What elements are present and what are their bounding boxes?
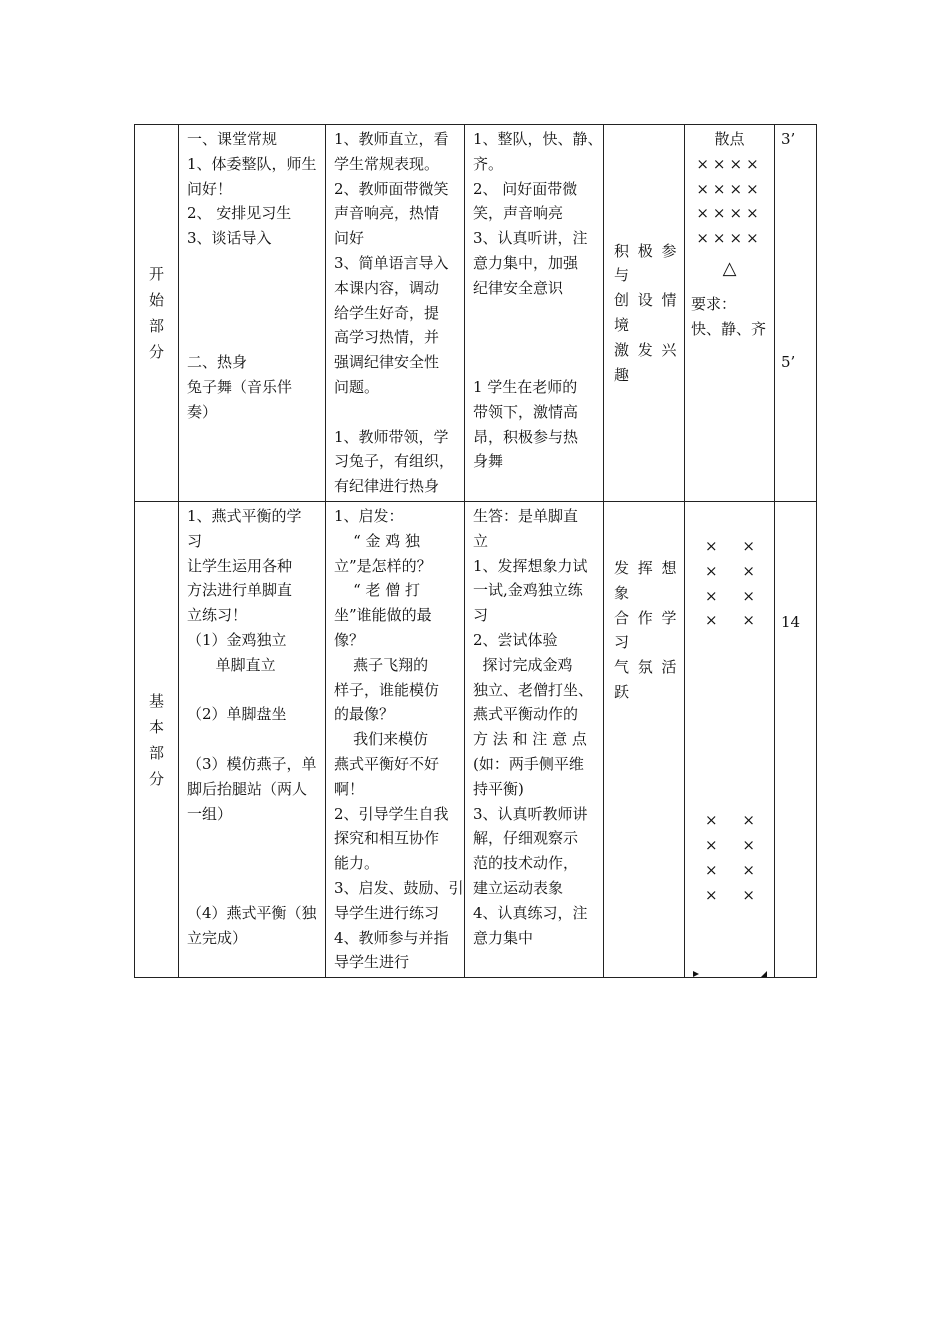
text-line: 强调纪律安全性	[334, 353, 440, 372]
time-cell	[775, 125, 817, 502]
text-line: 范的技术动作，	[473, 854, 579, 873]
section-char: 分	[148, 342, 164, 361]
formation-pair	[705, 833, 755, 858]
text-line: 探讨完成金鸡	[473, 655, 573, 674]
text-line: 1、体委整队，师生	[187, 154, 317, 173]
student-mark: ×	[705, 536, 718, 555]
text-line: 2、 安排见习生	[187, 204, 292, 223]
text-line: 齐。	[473, 154, 504, 173]
text-line: 3、启发、鼓励、引	[334, 878, 464, 897]
text-line: 样子，谁能模仿	[334, 680, 440, 699]
text-line: 燕式平衡动作的	[473, 705, 579, 724]
text-line: 问题。	[334, 377, 380, 396]
text-line: 纪律安全意识	[473, 278, 564, 297]
section-name-cell	[135, 501, 179, 977]
text-line: 3、认真听教师讲	[473, 804, 588, 823]
text-line: 让学生运用各种	[187, 556, 293, 575]
text-line: 激 发 兴	[614, 340, 679, 359]
text-line: （4）燕式平衡（独	[187, 903, 317, 922]
text-line: 昂，积极参与热	[473, 427, 579, 446]
text-line: 导学生进行	[334, 953, 410, 972]
pair-formation-top	[691, 534, 768, 633]
student-mark: ×	[705, 885, 718, 904]
text-line: 解，仔细观察示	[473, 829, 579, 848]
text-line: 我们来模仿	[334, 730, 429, 749]
time-cell	[775, 501, 817, 977]
section-char: 分	[148, 769, 164, 788]
text-line: 象	[614, 583, 632, 602]
section-char: 部	[148, 743, 164, 762]
text-line: 境	[614, 315, 632, 334]
section-char: 基	[148, 691, 164, 710]
text-line: 2、引导学生自我	[334, 804, 449, 823]
text-line: “ 金 鸡 独	[334, 531, 421, 550]
blank-line	[187, 876, 317, 901]
text-line: 立”是怎样的？	[334, 556, 432, 575]
formation-pair	[705, 808, 755, 833]
content-cell	[179, 125, 326, 502]
text-line: 声音响亮，热情	[334, 204, 440, 223]
text-line: 燕式平衡好不好	[334, 754, 440, 773]
text-line: 2、 问好面带微	[473, 179, 578, 198]
text-line: （3）模仿燕子，单	[187, 754, 317, 773]
text-line: 给学生好奇，提	[334, 303, 440, 322]
text-line: (如：两手侧平维	[473, 754, 584, 773]
blank-line	[187, 851, 317, 876]
text-line: 啊！	[334, 779, 365, 798]
text-line: 习	[473, 606, 489, 625]
time-value: 3’	[781, 130, 796, 148]
student-mark: ×	[705, 811, 718, 830]
text-line: 单脚直立	[187, 655, 276, 674]
text-line: 气 氛 活	[614, 658, 679, 677]
text-line: 4、教师参与并指	[334, 928, 449, 947]
time-value: 14	[781, 612, 801, 631]
text-line: 立	[473, 531, 489, 550]
section-row-start	[135, 125, 817, 502]
text-line: 导学生进行练习	[334, 903, 440, 922]
goal-cell	[604, 125, 685, 502]
text-line: 1、燕式平衡的学	[187, 506, 302, 525]
blank-line	[187, 826, 317, 851]
text-line: 1、启发：	[334, 506, 404, 525]
text-line: 1 学生在老师的	[473, 377, 578, 396]
goal-cell	[604, 501, 685, 977]
text-line: 3、谈话导入	[187, 229, 272, 248]
teacher-position-icon: △	[722, 257, 737, 279]
text-line: 奏）	[187, 402, 218, 421]
text-line: 3、简单语言导入	[334, 253, 449, 272]
text-line: 积 极 参	[614, 241, 679, 260]
text-line: 立练习！	[187, 606, 248, 625]
student-mark: ×	[705, 835, 718, 854]
text-line: 坐”谁能做的最	[334, 606, 432, 625]
text-line: 燕子飞翔的	[334, 655, 429, 674]
text-line: 问好！	[187, 179, 233, 198]
organization-cell	[685, 501, 775, 977]
text-line: 有纪律进行热身	[334, 477, 440, 496]
blank-line	[187, 325, 317, 350]
formation-row: ××××	[696, 204, 763, 223]
text-line: 探究和相互协作	[334, 829, 440, 848]
requirement-text: 快、静、齐	[691, 319, 767, 338]
teacher-activity-cell	[326, 501, 465, 977]
text-line: 4、认真练习，注	[473, 903, 588, 922]
student-activity-cell	[465, 125, 604, 502]
text-line: 趣	[614, 365, 632, 384]
student-activity-cell	[465, 501, 604, 977]
time-value: 5’	[781, 352, 796, 371]
arrow-icon	[693, 971, 767, 977]
text-line: 的最像？	[334, 705, 395, 724]
blank-line	[187, 301, 317, 326]
text-line: 一组）	[187, 804, 233, 823]
student-mark: ×	[705, 860, 718, 879]
text-line: 一试,金鸡独立练	[473, 581, 583, 600]
text-line: 与	[614, 266, 632, 285]
text-line: “ 老 僧 打	[334, 581, 421, 600]
text-line: 持平衡)	[473, 779, 524, 798]
formation-pair	[705, 858, 755, 883]
section-char: 本	[148, 717, 164, 736]
student-mark: ×	[705, 561, 718, 580]
student-mark: ×	[705, 611, 718, 630]
section-char: 始	[148, 290, 164, 309]
text-line: 跃	[614, 682, 632, 701]
text-line: 创 设 情	[614, 291, 679, 310]
text-line: 习	[614, 633, 632, 652]
blank-line	[187, 251, 317, 276]
formation-pair	[705, 608, 755, 633]
section-char: 开	[148, 264, 164, 283]
teacher-activity-cell	[326, 125, 465, 502]
formation-pair	[705, 559, 755, 584]
text-line: 能力。	[334, 854, 380, 873]
text-line: 问好	[334, 229, 365, 248]
section-char: 部	[148, 316, 164, 335]
text-line: （1）金鸡独立	[187, 630, 287, 649]
formation-pair	[705, 883, 755, 908]
formation-row: ××××	[696, 179, 763, 198]
organization-title: 散点	[714, 130, 745, 148]
text-line: 二、热身	[187, 353, 248, 372]
text-line: 习兔子，有组织，	[334, 452, 455, 471]
blank-line	[187, 276, 317, 301]
text-line: 1、整队，快、静、	[473, 130, 603, 148]
text-line: 合 作 学	[614, 608, 679, 627]
text-line: 一、课堂常规	[187, 130, 278, 148]
formation-pair	[705, 534, 755, 559]
text-line: 习	[187, 531, 203, 550]
pair-formation-bottom	[691, 808, 768, 907]
text-line: 意力集中，加强	[473, 253, 579, 272]
text-line: 2、教师面带微笑	[334, 179, 449, 198]
student-mark: ×	[742, 885, 755, 904]
text-line: 像？	[334, 630, 365, 649]
text-line: （2）单脚盘坐	[187, 705, 287, 724]
blank-line	[187, 678, 317, 703]
text-line: 高学习热情，并	[334, 328, 440, 347]
text-line: 兔子舞（音乐伴	[187, 377, 293, 396]
blank-line	[473, 350, 595, 375]
text-line: 1、教师直立，看	[334, 130, 449, 148]
student-mark: ×	[742, 860, 755, 879]
organization-cell	[685, 125, 775, 502]
section-row-basic	[135, 501, 817, 977]
text-line: 立完成）	[187, 928, 248, 947]
student-mark: ×	[742, 611, 755, 630]
blank-line	[334, 400, 456, 425]
text-line: 笑，声音响亮	[473, 204, 564, 223]
student-mark: ×	[742, 536, 755, 555]
requirement-label: 要求：	[691, 294, 737, 313]
text-line: 本课内容，调动	[334, 278, 440, 297]
content-cell	[179, 501, 326, 977]
blank-line	[473, 325, 595, 350]
text-line: 3、认真听讲，注	[473, 229, 588, 248]
text-line: 建立运动表象	[473, 878, 564, 897]
student-mark: ×	[742, 835, 755, 854]
text-line: 带领下，激情高	[473, 402, 579, 421]
lesson-plan-table	[134, 124, 817, 978]
formation-pair	[705, 584, 755, 609]
student-mark: ×	[705, 586, 718, 605]
text-line: 学生常规表现。	[334, 154, 440, 173]
student-mark: ×	[742, 586, 755, 605]
text-line: 脚后抬腿站（两人	[187, 779, 308, 798]
text-line: 身舞	[473, 452, 504, 471]
text-line: 发 挥 想	[614, 558, 679, 577]
formation-row: ××××	[696, 154, 763, 173]
blank-line	[473, 301, 595, 326]
student-mark: ×	[742, 561, 755, 580]
text-line: 2、尝试体验	[473, 630, 558, 649]
text-line: 1、教师带领，学	[334, 427, 449, 446]
text-line: 方 法 和 注 意 点	[473, 730, 587, 749]
section-name-cell	[135, 125, 179, 502]
blank-line	[187, 727, 317, 752]
text-line: 生答：是单脚直	[473, 506, 579, 525]
text-line: 独立、老僧打坐、	[473, 680, 594, 699]
text-line: 1、发挥想象力试	[473, 556, 588, 575]
student-mark: ×	[742, 811, 755, 830]
formation-row: ××××	[696, 229, 763, 248]
text-line: 意力集中	[473, 928, 534, 947]
text-line: 方法进行单脚直	[187, 581, 293, 600]
